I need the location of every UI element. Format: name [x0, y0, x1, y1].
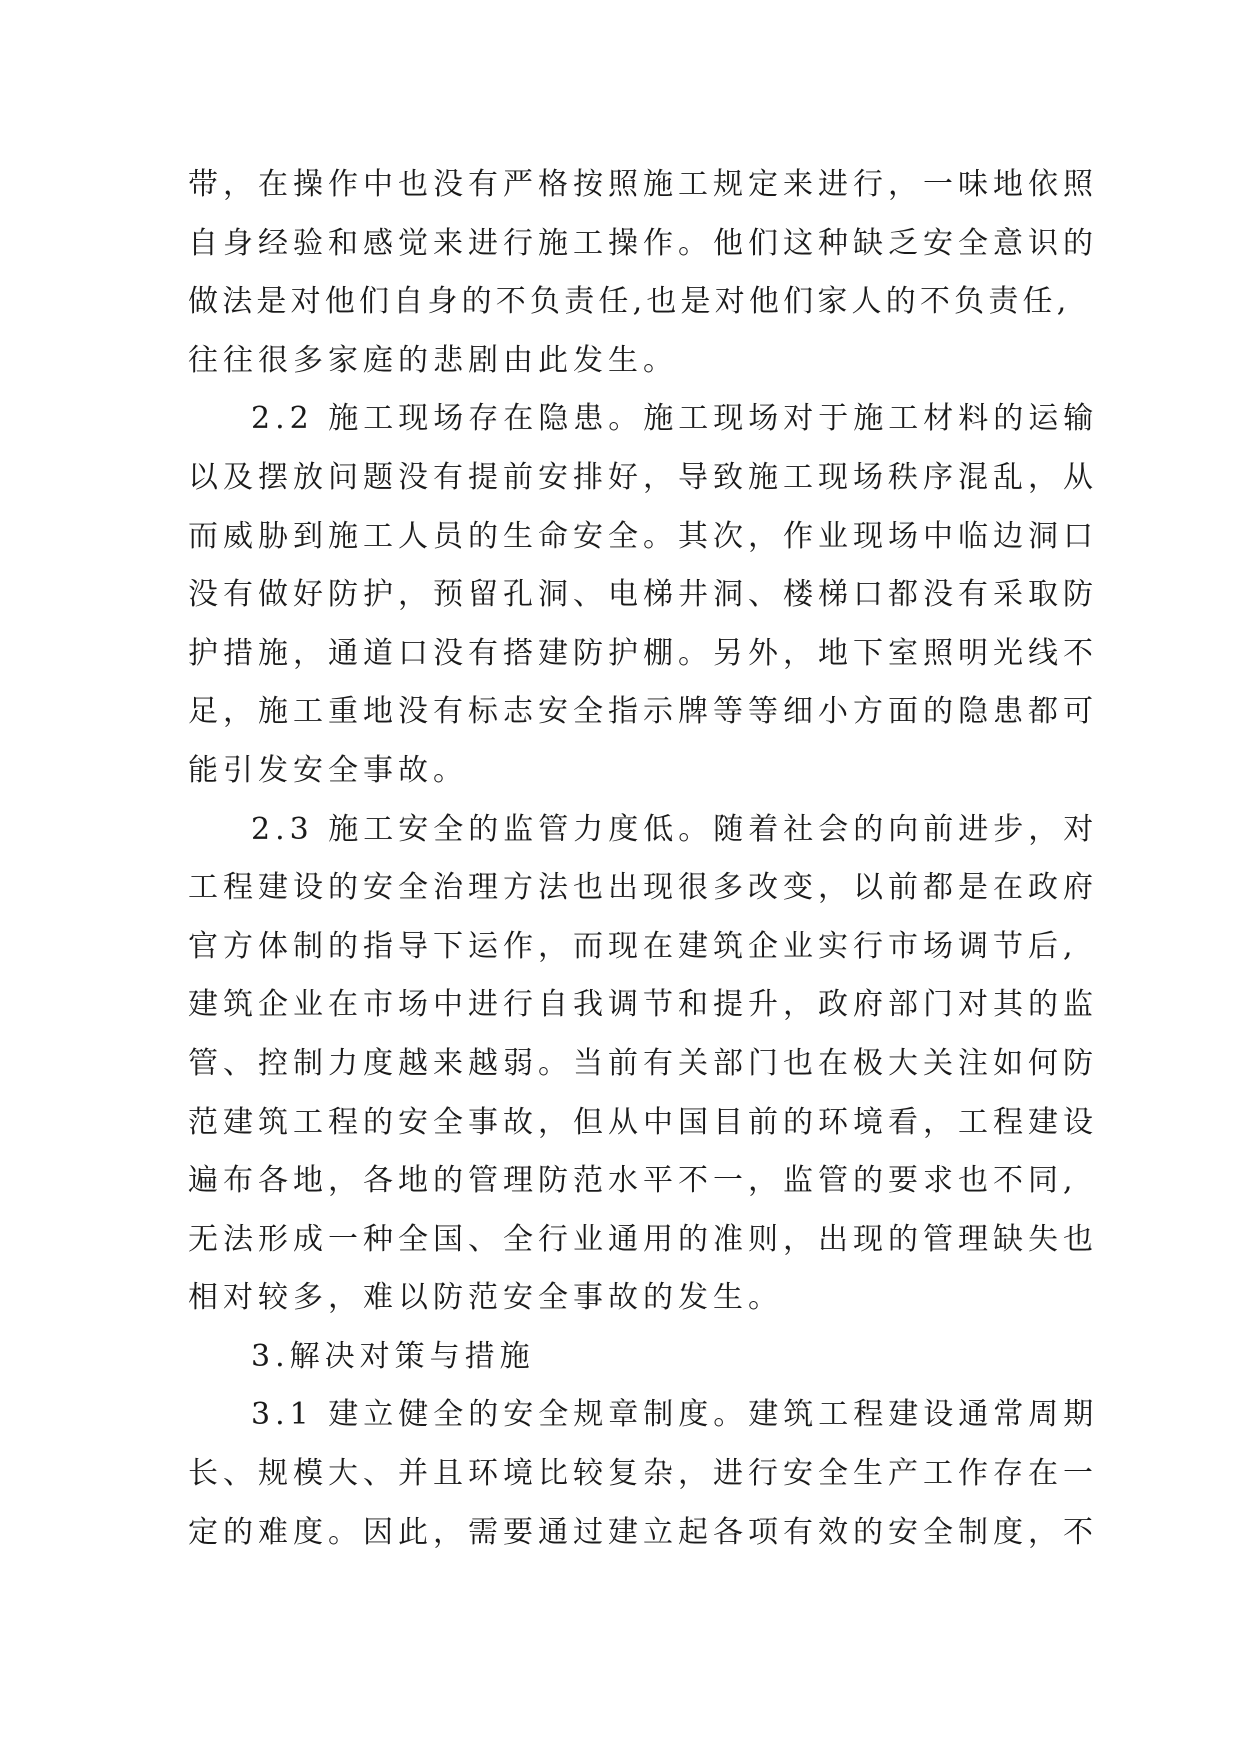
text-line: 工程建设的安全治理方法也出现很多改变，以前都是在政府: [188, 870, 1098, 906]
section-2-2-heading-line: 2.2 施工现场存在隐患。施工现场对于施工材料的运输: [251, 401, 1099, 437]
section-3-1-heading-line: 3.1 建立健全的安全规章制度。建筑工程建设通常周期: [251, 1397, 1099, 1433]
text-line: 往往很多家庭的悲剧由此发生。: [188, 342, 678, 378]
text-line: 遍布各地，各地的管理防范水平不一，监管的要求也不同,: [188, 1163, 1078, 1199]
section-2-3-heading-line: 2.3 施工安全的监管力度低。随着社会的向前进步，对: [251, 811, 1099, 847]
text-line: 自身经验和感觉来进行施工操作。他们这种缺乏安全意识的: [188, 225, 1098, 261]
body-text: [188, 156, 1099, 1562]
text-line: 范建筑工程的安全事故，但从中国目前的环境看，工程建设: [188, 1104, 1098, 1140]
text-line: 官方体制的指导下运作，而现在建筑企业实行市场调节后,: [188, 928, 1078, 964]
text-line: 无法形成一种全国、全行业通用的准则，出现的管理缺失也: [188, 1221, 1098, 1257]
section-3-heading: 3.解决对策与措施: [251, 1338, 535, 1374]
text-line: 护措施，通道口没有搭建防护棚。另外，地下室照明光线不: [188, 635, 1098, 671]
text-line: 管、控制力度越来越弱。当前有关部门也在极大关注如何防: [188, 1045, 1098, 1081]
text-line: 足，施工重地没有标志安全指示牌等等细小方面的隐患都可: [188, 694, 1098, 730]
text-line: 以及摆放问题没有提前安排好，导致施工现场秩序混乱，从: [188, 459, 1098, 495]
text-line: 定的难度。因此，需要通过建立起各项有效的安全制度，不: [188, 1514, 1098, 1550]
text-line: 没有做好防护，预留孔洞、电梯井洞、楼梯口都没有采取防: [188, 577, 1098, 613]
text-line: 带，在操作中也没有严格按照施工规定来进行，一味地依照: [188, 167, 1098, 202]
text-line: 而威胁到施工人员的生命安全。其次，作业现场中临边洞口: [188, 518, 1098, 554]
text-line: 做法是对他们自身的不负责任,也是对他们家人的不负责任,: [188, 284, 1071, 320]
text-line: 长、规模大、并且环境比较复杂，进行安全生产工作存在一: [188, 1456, 1098, 1492]
text-line: 建筑企业在市场中进行自我调节和提升，政府部门对其的监: [188, 987, 1098, 1023]
text-line: 能引发安全事故。: [188, 752, 468, 788]
text-line: 相对较多，难以防范安全事故的发生。: [188, 1280, 783, 1316]
